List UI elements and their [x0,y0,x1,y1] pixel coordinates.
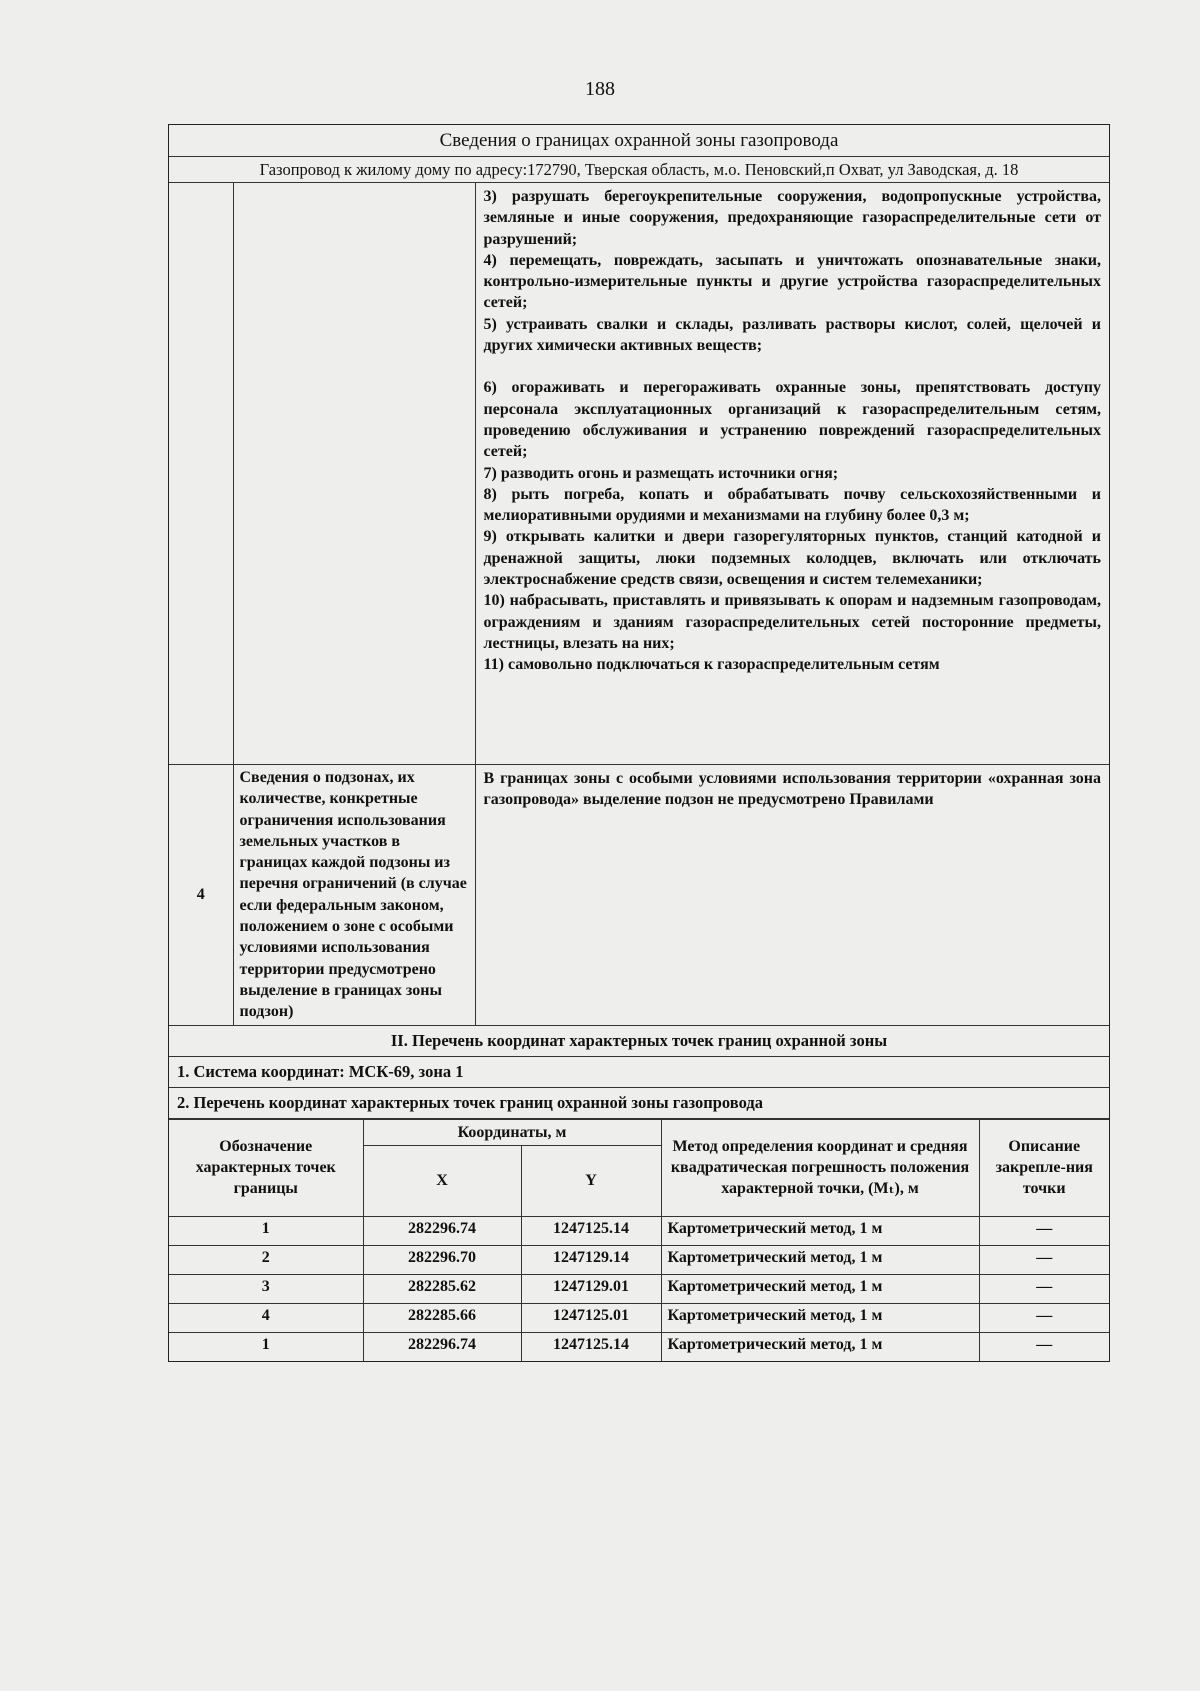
table-subtitle: Газопровод к жилому дому по адресу:172790, Тверская область, м.о. Пеновский,п Охват, ул Заводская, д. 18 [169,157,1109,183]
point-cell: 3 [169,1274,363,1303]
restrictions-row [169,183,1109,765]
y-cell: 1247129.01 [521,1274,661,1303]
restriction-item: 10) набрасывать, приставлять и привязывать к опорам и надземным газопроводам, ограждениям и зданиям газораспределительных сетей посторонние предметы, лестницы, влезать на них; [483,592,1101,652]
row-number-cell [169,183,233,765]
col-header-fixing: Описание закрепле-ния точки [979,1119,1109,1216]
restriction-item: 8) рыть погреба, копать и обрабатывать почву сельскохозяйственными и мелиоративными орудиями и механизмами на глубину более 0,3 м; [483,485,1101,525]
x-cell: 282285.66 [363,1303,521,1332]
restriction-item: 5) устраивать свалки и склады, разливать растворы кислот, солей, щелочей и других химически активных веществ; [483,315,1101,355]
restriction-item: 3) разрушать берегоукрепительные сооружения, водопропускные устройства, земляные и иные сооружения, предохраняющие газораспределительные сети от разрушений; [483,188,1101,248]
fixing-cell: — [979,1332,1109,1361]
document-table [168,124,1110,1362]
y-cell: 1247129.14 [521,1245,661,1274]
row-description-cell [233,183,475,765]
coordinates-table [169,1119,1109,1361]
fixing-cell: — [979,1274,1109,1303]
method-cell: Картометрический метод, 1 м [661,1332,979,1361]
y-cell: 1247125.01 [521,1303,661,1332]
point-cell: 1 [169,1332,363,1361]
table-row [169,1303,1109,1332]
x-cell: 282296.74 [363,1332,521,1361]
table-title: Сведения о границах охранной зоны газопровода [169,125,1109,157]
row-number: 4 [169,765,233,1026]
method-cell: Картометрический метод, 1 м [661,1245,979,1274]
y-cell: 1247125.14 [521,1216,661,1245]
fixing-cell: — [979,1245,1109,1274]
table-row [169,1216,1109,1245]
subzones-row [169,765,1109,1026]
section-title: II. Перечень координат характерных точек границ охранной зоны [169,1025,1109,1056]
col-header-point: Обозначение характерных точек границы [169,1119,363,1216]
y-cell: 1247125.14 [521,1332,661,1361]
restriction-item: 6) огораживать и перегораживать охранные зоны, препятствовать доступу персонала эксплуатационных организаций к газораспределительным сетям, проведению обслуживания и устранению повреждений газораспределительных сетей; [483,379,1101,461]
x-cell: 282296.74 [363,1216,521,1245]
col-header-method: Метод определения координат и средняя квадратическая погрешность положения характерной точки, (Mₜ), м [661,1119,979,1216]
restriction-item: 4) перемещать, повреждать, засыпать и уничтожать опознавательные знаки, контрольно-измерительные пункты и другие устройства газораспределительных сетей; [483,251,1101,312]
table-row [169,1245,1109,1274]
fixing-cell: — [979,1303,1109,1332]
restrictions-content [475,183,1109,765]
row-description: Сведения о подзонах, их количестве, конкретные ограничения использования земельных участков в границах каждой подзоны из перечня ограничений (в случае если федеральным законом, положением о зоне с особыми условиями использования территории предусмотрено выделение в границах зоны подзон) [233,765,475,1026]
x-cell: 282285.62 [363,1274,521,1303]
point-cell: 1 [169,1216,363,1245]
table-row [169,1274,1109,1303]
fixing-cell: — [979,1216,1109,1245]
point-cell: 4 [169,1303,363,1332]
method-cell: Картометрический метод, 1 м [661,1216,979,1245]
x-cell: 282296.70 [363,1245,521,1274]
table-row [169,1332,1109,1361]
restriction-item: 11) самовольно подключаться к газораспределительным сетям [483,656,940,674]
restriction-item: 7) разводить огонь и размещать источники огня; [483,464,839,482]
method-cell: Картометрический метод, 1 м [661,1274,979,1303]
restriction-item: 9) открывать калитки и двери газорегуляторных пунктов, станций катодной и дренажной защиты, люки подземных колодцев, включать или отключать электроснабжение средств связи, освещения и систем телемеханики; [483,528,1101,589]
coord-system: 1. Система координат: МСК-69, зона 1 [169,1056,1109,1087]
row-content: В границах зоны с особыми условиями использования территории «охранная зона газопровода» выделение подзон не предусмотрено Правилами [475,765,1109,1026]
point-cell: 2 [169,1245,363,1274]
page-number: 188 [585,78,615,100]
col-header-coords: Координаты, м [363,1119,661,1145]
boundary-info-table [169,125,1109,1119]
col-header-y: Y [521,1145,661,1216]
method-cell: Картометрический метод, 1 м [661,1303,979,1332]
col-header-x: X [363,1145,521,1216]
coord-list-title: 2. Перечень координат характерных точек границ охранной зоны газопровода [169,1087,1109,1118]
